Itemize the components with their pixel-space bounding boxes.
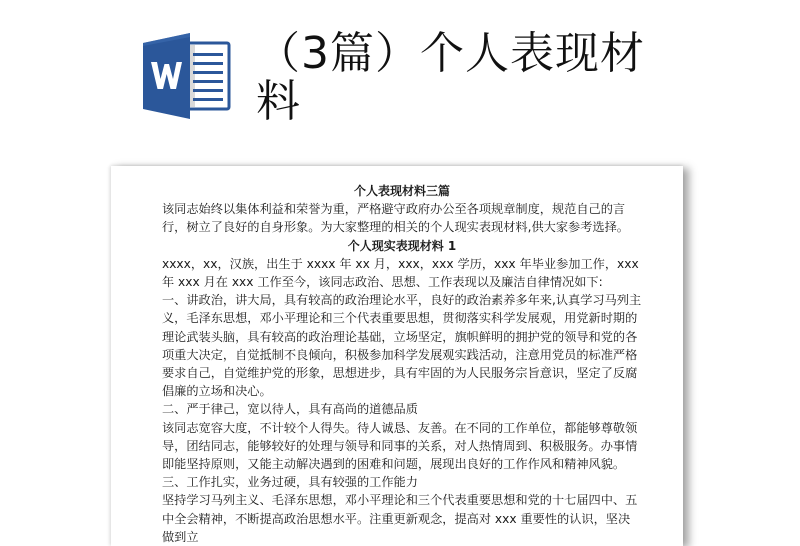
- word-document-icon: [143, 33, 231, 119]
- document-title: （3篇）个人表现材料: [256, 28, 645, 127]
- intro-paragraph: 该同志始终以集体利益和荣誉为重，严格避守政府办公至各项规章制度，规范自己的言行，树立了良好的自身形象。为大家整理的相关的个人现实表现材料,供大家参考选择。: [162, 202, 629, 235]
- main-heading: 个人表现材料三篇: [353, 184, 450, 198]
- document-header: [0, 0, 800, 140]
- paragraph-section-three: 坚持学习马列主义、毛泽东思想，邓小平理论和三个代表重要思想和党的十七届四中、五中全会精神，不断提高政治思想水平。注重更新观念，提高对 xxx 重要性的认识，坚决做到立: [162, 493, 638, 544]
- paragraph-section-one: 一、讲政治，讲大局，具有较高的政治理论水平，良好的政治素养多年来,认真学习马列主义，毛泽东思想，邓小平理论和三个代表重要思想，贯彻落实科学发展观，用党新时期的理论武装头脑，具有较高的政治理论基础，立场坚定，旗帜鲜明的拥护党的领导和党的各项重大决定，自觉抵制不良倾向，积极参加科学发展观实践活动，注意用党员的标准严格要求自己，自觉维护党的形象，思想进步，具有牢固的为人民服务宗旨意识，坚定了反腐倡廉的立场和决心。: [162, 293, 642, 399]
- section-heading-1: 个人现实表现材料 1: [347, 238, 457, 253]
- subheading-section-three: 三、工作扎实，业务过硬，具有较强的工作能力: [162, 475, 418, 490]
- subheading-section-two: 二、严于律己，宽以待人，具有高尚的道德品质: [162, 402, 418, 417]
- paragraph-basic-info: xxxx，xx，汉族，出生于 xxxx 年 xx 月，xxx，xxx 学历，xxx 年毕业参加工作，xxx 年 xxx 月在 xxx 工作至今，该同志政治、思想、工作表现以及廉洁自律情况如下:: [162, 256, 639, 290]
- document-page-preview: [111, 166, 683, 546]
- paragraph-section-two: 该同志宽容大度，不计较个人得失。待人诚恳、友善。在不同的工作单位，都能够尊敬领导，团结同志，能够较好的处理与领导和同事的关系，对人热情周到、积极服务。办事情即能坚持原则，又能主动解决遇到的困难和问题，展现出良好的工作作风和精神风貌。: [162, 420, 638, 472]
- page-content: [162, 182, 642, 546]
